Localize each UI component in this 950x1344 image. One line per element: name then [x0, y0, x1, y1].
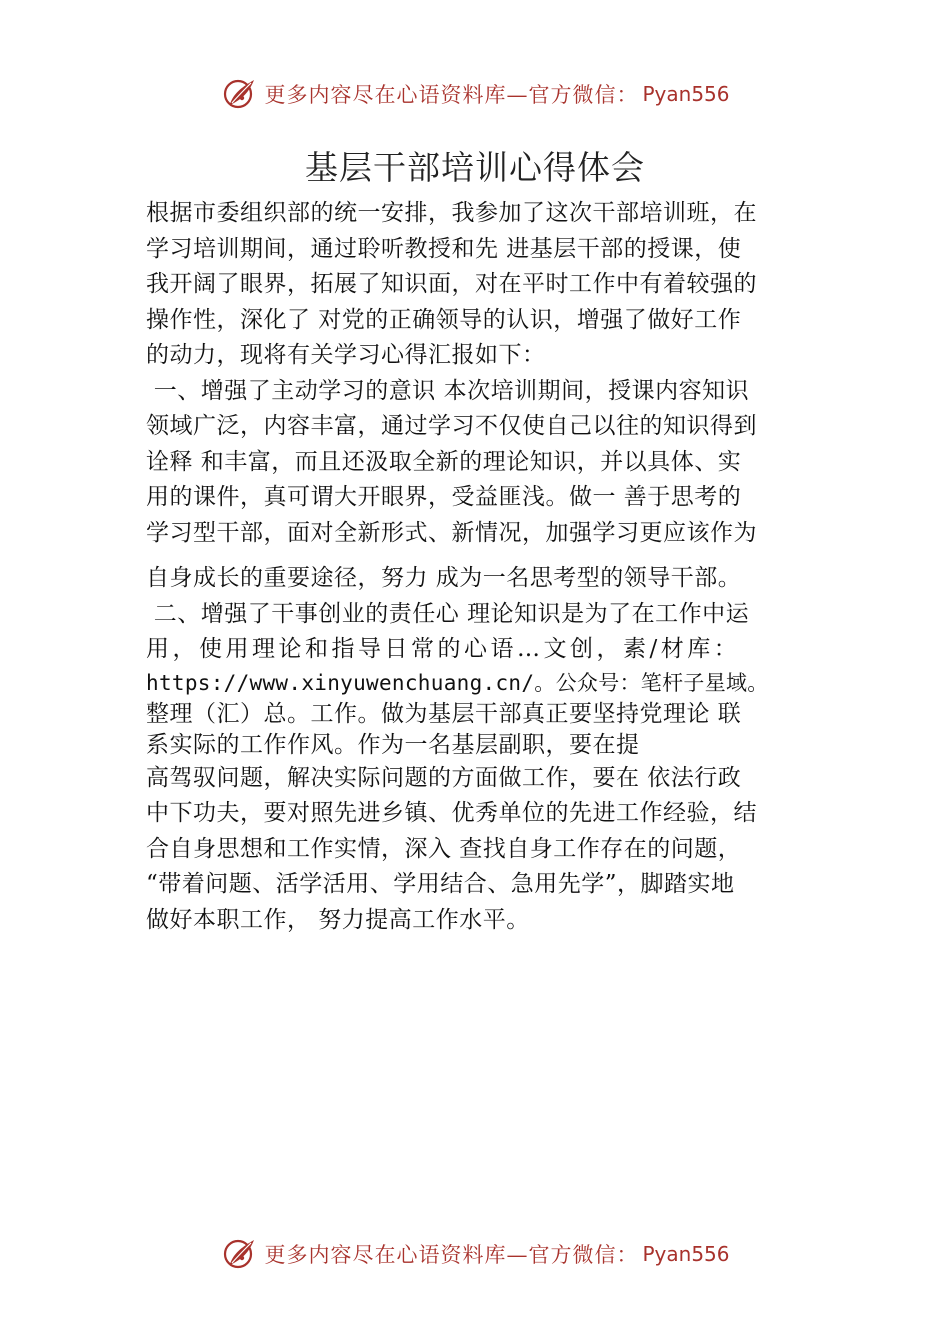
- url-line: https://www.xinyuwenchuang.cn/。公众号：笔杆子星域。: [146, 670, 769, 695]
- body-line: 系实际的工作作风。作为一名基层副职，要在提: [146, 731, 640, 758]
- body-line: 我开阔了眼界，拓展了知识面，对在平时工作中有着较强的: [146, 271, 757, 297]
- document-body: [146, 196, 826, 938]
- body-line: 中下功夫，要对照先进乡镇、优秀单位的先进工作经验，结: [146, 800, 757, 826]
- body-line: 合自身思想和工作实情，深入 查找自身工作存在的问题，: [146, 835, 742, 862]
- body-line: 根据市委组织部的统一安排，我参加了这次干部培训班，在: [146, 200, 757, 226]
- leaf-logo-icon: [220, 1234, 260, 1274]
- header-watermark-banner: [0, 72, 950, 116]
- body-line: 学习培训期间，通过聆听教授和先 进基层干部的授课，使: [146, 235, 742, 262]
- footer-watermark-banner: [0, 1232, 950, 1276]
- section-one-line: 一、增强了主动学习的意识 本次培训期间，授课内容知识: [146, 377, 750, 404]
- body-line: 自身成长的重要途径，努力 成为一名思考型的领导干部。: [146, 565, 742, 591]
- body-line: 高驾驭问题，解决实际问题的方面做工作，要在 依法行政: [146, 764, 742, 791]
- body-line: 用，使用理论和指导日常的心语…文创，素/材库：: [146, 636, 741, 662]
- leaf-logo-icon: [220, 74, 260, 114]
- body-line: 整理（汇）总。工作。做为基层干部真正要坚持党理论 联: [146, 700, 742, 727]
- body-line: 操作性，深化了 对党的正确领导的认识，增强了做好工作: [146, 306, 742, 333]
- section-two-line: 二、增强了干事创业的责任心 理论知识是为了在工作中运: [146, 600, 750, 627]
- footer-wechat-id: Pyan556: [642, 1242, 730, 1266]
- header-watermark-text: 更多内容尽在心语资料库—官方微信：: [264, 83, 639, 107]
- body-line: 用的课件，真可谓大开眼界，受益匪浅。做一 善于思考的: [146, 484, 742, 510]
- body-line: 诠释 和丰富，而且还汲取全新的理论知识，并以具体、实: [146, 448, 742, 475]
- body-line: “带着问题、活学活用、学用结合、急用先学”，脚踏实地: [146, 871, 735, 897]
- header-wechat-id: Pyan556: [642, 82, 730, 106]
- document-title: 基层干部培训心得体会: [305, 148, 645, 187]
- footer-watermark-text: 更多内容尽在心语资料库—官方微信：: [264, 1243, 639, 1267]
- body-line: 的动力，现将有关学习心得汇报如下：: [146, 342, 546, 368]
- body-line: 做好本职工作， 努力提高工作水平。: [146, 906, 530, 933]
- body-line: 学习型干部，面对全新形式、新情况，加强学习更应该作为: [146, 519, 757, 546]
- body-line: 领域广泛，内容丰富，通过学习不仅使自己以往的知识得到: [146, 413, 757, 439]
